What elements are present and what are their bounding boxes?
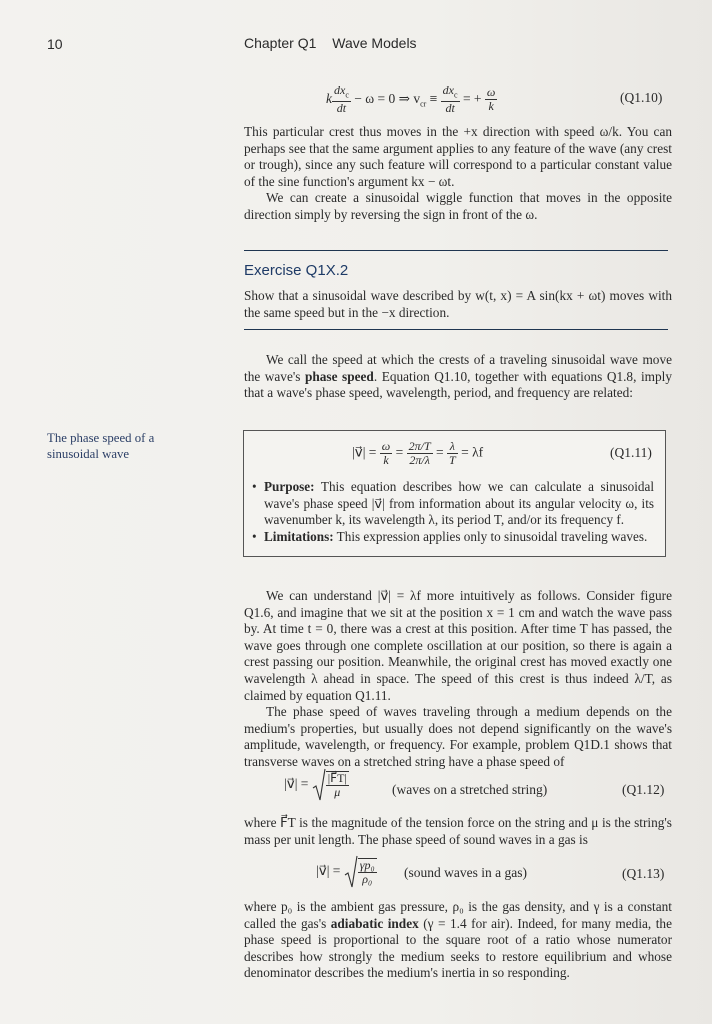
paragraph xyxy=(244,899,672,982)
eq-fraction-den: dt xyxy=(336,101,347,116)
box-bullets xyxy=(250,479,654,545)
key-term: adiabatic index xyxy=(330,915,419,931)
eq-fraction-num: dx xyxy=(334,83,346,97)
eq-lhs: |v⃗| = xyxy=(352,444,377,460)
text-run: . Equation Q1.10, together with equations Q1.8, imply that a wave's phase speed, wavelength, period, and frequency are related: xyxy=(244,368,672,401)
body-text-block-2 xyxy=(244,352,672,402)
eq-fraction-num: λ xyxy=(449,439,455,453)
eq-fraction-den: 2π/λ xyxy=(409,453,430,467)
text-run: (γ = 1.4 for air). Indeed, for many media, the phase speed is proportional to the square root of a ratio whose numerator describes how strongly the medium seeks to restore equilibrium and whose denominator describes the medium's inertia in so responding. xyxy=(244,915,672,981)
eq-fraction-num: dx xyxy=(442,83,454,97)
key-term: phase speed xyxy=(304,368,374,384)
exercise-title: Exercise Q1X.2 xyxy=(244,262,349,279)
page-number: 10 xyxy=(47,36,63,52)
eq-lhs: |v⃗| = xyxy=(316,863,341,879)
purpose-bullet xyxy=(250,479,654,529)
equation-q1-12 xyxy=(284,768,349,802)
eq-fraction-den: μ xyxy=(334,785,341,799)
equation-number: (Q1.10) xyxy=(620,90,663,105)
eq-fraction-den: k xyxy=(488,99,494,114)
eq-tail: = λf xyxy=(461,444,484,460)
equation-box xyxy=(243,430,666,557)
equation-q1-10 xyxy=(326,84,497,115)
equation-q1-13 xyxy=(316,855,377,889)
body-text-block-4: where F⃗T is the magnitude of the tension force on the string and μ is the string's mass per unit length. The phase speed of sound waves in a gas is xyxy=(244,815,672,847)
chapter-label: Chapter Q1 xyxy=(244,35,317,51)
limitations-bullet xyxy=(250,529,654,546)
body-text-block-3 xyxy=(244,588,672,771)
paragraph: This particular crest thus moves in the +x direction with speed ω/k. You can perhaps see that the same argument applies to any feature of the wave (any crest or trough), since any such feature will correspond to a particular constant value of the sine function's argument kx − ωt. xyxy=(244,124,672,189)
section-label: Wave Models xyxy=(332,35,417,51)
equation-note: (waves on a stretched string) xyxy=(392,782,548,797)
eq-fraction-num: 2π/T xyxy=(408,439,431,453)
eq-fraction-num: γp₀ xyxy=(359,858,375,872)
eq-fraction-num: ω xyxy=(486,85,496,100)
eq-middle: − ω = 0 ⇒ v xyxy=(354,90,421,106)
bullet-label: Limitations: xyxy=(264,528,334,544)
body-text-block-5 xyxy=(244,899,672,982)
sqrt-symbol xyxy=(344,855,377,889)
paragraph xyxy=(244,352,672,402)
equation-q1-11: |v⃗| = $\frac{\omega}{k}$ = $\frac{2\pi/T}{2\pi/\lambda}$ = $\frac{\lambda}{T}$ = λf xyxy=(352,439,484,467)
sqrt-symbol xyxy=(312,768,349,802)
margin-note: The phase speed of a sinusoidal wave xyxy=(47,431,155,461)
eq-fraction-den: dt xyxy=(445,101,455,116)
radical-sign xyxy=(312,768,326,802)
bullet-text: This expression applies only to sinusoidal traveling waves. xyxy=(336,528,648,544)
eq-operator: = + xyxy=(462,90,482,106)
eq-fraction-num: |F⃗T| xyxy=(327,771,347,785)
eq-fraction-num: ω xyxy=(381,439,391,453)
exercise-bottom-rule xyxy=(244,329,668,330)
paragraph: We can understand |v⃗| = λf more intuitively as follows. Consider figure Q1.6, and imagine that we sit at the position x = 1 cm and watch the wave pass by. At time t = 0, there was a crest at this position. After time T has passed, the wave goes through one complete oscillation at our position, so there is again a crest passing our position. Meanwhile, the original crest has moved exactly one wavelength λ ahead in space. The speed of this crest is thus indeed λ/T, as claimed by equation Q1.11. xyxy=(244,588,672,703)
text-run: We call the speed at which the crests of a traveling sinusoidal wave move the wave's xyxy=(244,352,672,384)
bullet-label: Purpose: xyxy=(264,479,315,494)
eq-sub: c xyxy=(345,90,349,100)
eq-fraction-den: ρ₀ xyxy=(362,872,373,886)
paragraph: We can create a sinusoidal wiggle function that moves in the opposite direction simply by reversing the sign in front of the ω. xyxy=(244,190,672,222)
equation-number: (Q1.13) xyxy=(622,866,665,881)
eq-sub: c xyxy=(454,90,458,100)
bullet-text: This equation describes how we can calculate a sinusoidal wave's phase speed |v⃗| from information about its angular velocity ω, its wavenumber k, its wavelength λ, its period T, and/or its frequency f. xyxy=(264,479,655,528)
equation-note: (sound waves in a gas) xyxy=(404,865,527,880)
body-text-block-1 xyxy=(244,124,672,224)
eq-lhs: |v⃗| = xyxy=(284,776,309,792)
equation-number: (Q1.12) xyxy=(622,782,665,797)
running-header xyxy=(244,35,429,51)
eq-fraction-den: k xyxy=(383,453,389,467)
eq-fraction-den: T xyxy=(449,453,456,467)
paragraph: The phase speed of waves traveling through a medium depends on the medium's properties, but usually does not depend significantly on the wave's amplitude, wavelength, or frequency. For example, problem Q1D.1 shows that transverse waves on a stretched string have a phase speed of xyxy=(244,704,672,769)
exercise-text: Show that a sinusoidal wave described by w(t, x) = A sin(kx + ωt) moves with the same speed but in the −x direction. xyxy=(244,288,672,320)
radical-sign xyxy=(344,855,358,889)
eq-symbol: k xyxy=(326,90,332,106)
equation-number: (Q1.11) xyxy=(610,445,652,460)
text-run: where p₀ is the ambient gas pressure, ρ₀ is the gas density, and γ is a constant called the gas's xyxy=(244,899,672,931)
exercise-top-rule xyxy=(244,250,668,251)
eq-operator: ≡ xyxy=(429,90,438,106)
eq-sub: cr xyxy=(420,99,427,109)
